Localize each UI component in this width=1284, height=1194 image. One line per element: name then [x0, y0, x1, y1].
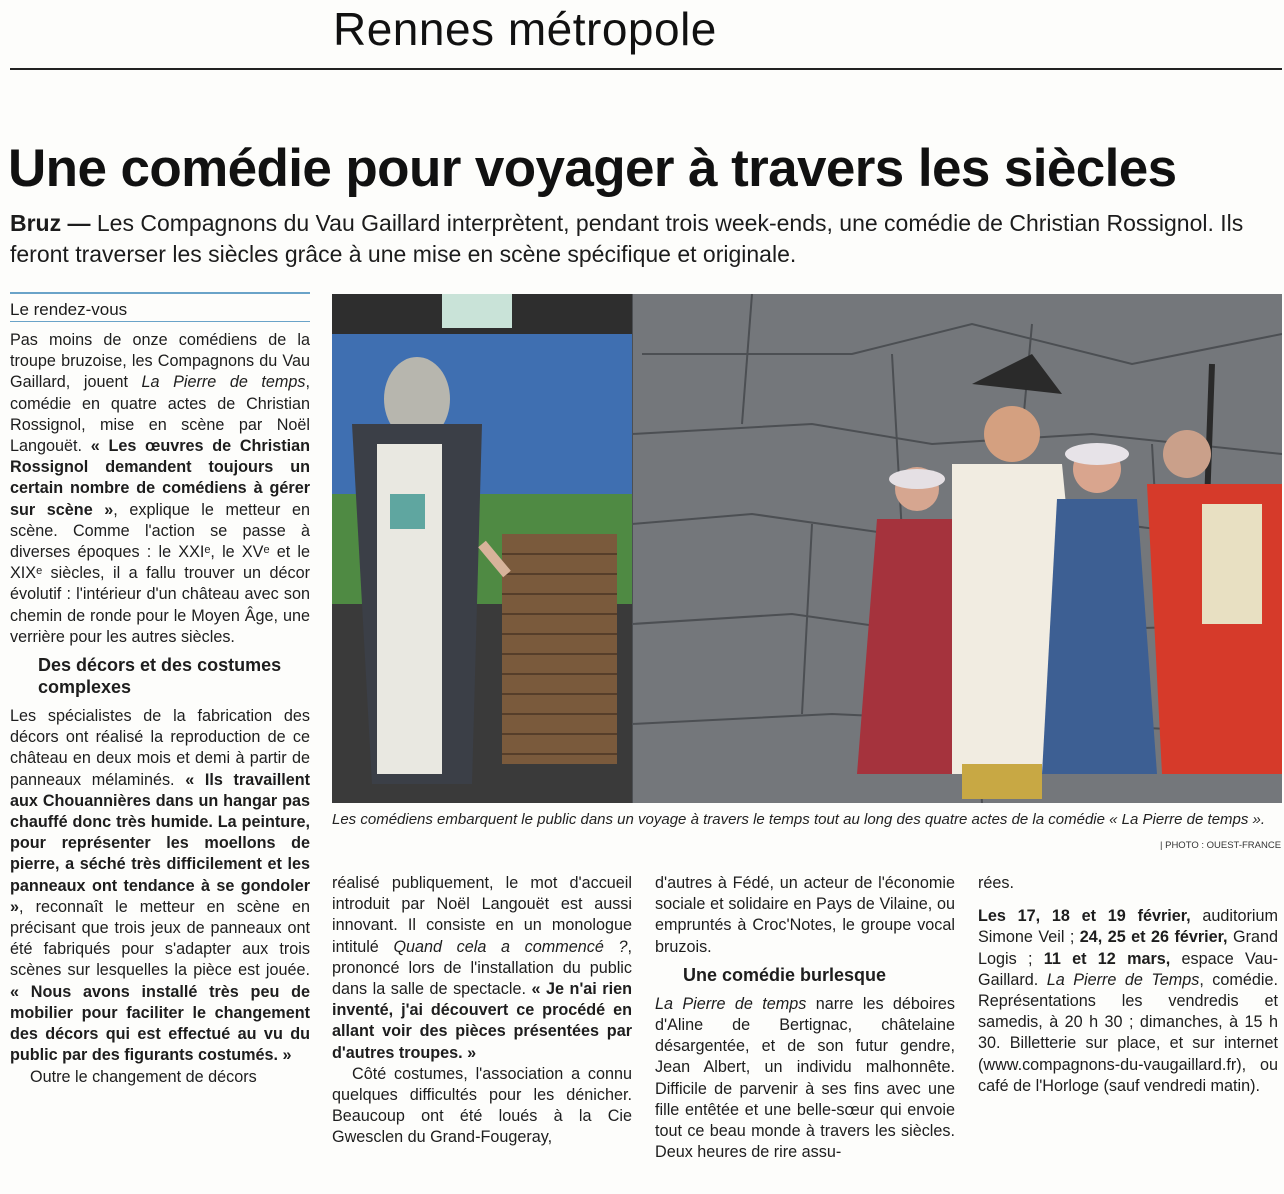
- col2-monologue-title: Quand cela a commencé ?: [393, 937, 628, 956]
- col4-dates-2: 24, 25 et 26 février,: [1079, 928, 1228, 947]
- banner: [442, 294, 512, 328]
- col4-venue-2: Grand Logis ;: [978, 928, 1278, 968]
- column-3: [655, 873, 955, 1163]
- col3-paragraph-2: [655, 994, 955, 1164]
- section-title: Rennes métropole: [333, 3, 717, 55]
- col1-quote: « Nous avons installé très peu de mobilier pour faciliter le changement des décors qui est effectué au vu du public par des figurants costumés. »: [10, 982, 310, 1065]
- column-2: [332, 873, 632, 1149]
- chapeau-text: Les Compagnons du Vau Gaillard interprètent, pendant trois week-ends, une comédie de Christian Rossignol. Ils feront traverser les siècles grâce à une mise en scène spécifique et originale.: [10, 210, 1244, 267]
- col2-paragraph-1: [332, 873, 632, 1064]
- column-4: [978, 873, 1278, 1097]
- col4-dates-3: 11 et 12 mars,: [1043, 949, 1171, 968]
- stage-photo-illustration: [332, 294, 1282, 803]
- kicker-rule-bottom: [10, 321, 310, 322]
- col4-details: , comédie. Représentations les vendredis et samedis, à 20 h 30 ; dimanches, à 15 h 30. Billetterie sur place, et sur internet (www.compagnons-du-vaugaillard.fr), ou café de l'Horloge (sauf vendredi matin).: [978, 970, 1278, 1095]
- col3-paragraph-1: d'autres à Fédé, un acteur de l'économie sociale et solidaire en Pays de Vilaine, ou empruntés à Croc'Notes, le groupe vocal bruzois.: [655, 874, 955, 956]
- col3-text: narre les déboires d'Aline de Bertignac, châtelaine désargentée, et de son futur gendre, Jean Albert, un individu malhonnête. Difficile de parvenir à ses fins avec une fille entêtée et une belle-sœur qui envoie tout ce beau monde à travers les siècles. Deux heures de rire assu-: [655, 994, 955, 1162]
- kicker-label: Le rendez-vous: [10, 300, 128, 319]
- col4-paragraph-1: rées.: [978, 874, 1014, 892]
- brick-wall: [502, 534, 617, 764]
- kicker-rule-top: [10, 292, 310, 294]
- col1-quote: « Les œuvres de Christian Rossignol demandent toujours un certain nombre de comédiens à gérer sur scène »: [10, 437, 310, 519]
- col2-paragraph-2: Côté costumes, l'association a connu quelques difficultés pour les dénicher. Beaucoup ont été loués à la Cie Gwesclen du Grand-Fougeray,: [332, 1064, 632, 1147]
- photo-credit: | PHOTO : OUEST-FRANCE: [1160, 840, 1282, 851]
- col4-practical-info: [978, 906, 1278, 1097]
- col1-text: Pas moins de onze comédiens de la troupe bruzoise, les Compagnons du Vau Gaillard, jouent: [10, 331, 310, 392]
- col1-text: Les spécialistes de la fabrication des décors ont réalisé la reproduction de ce château en deux mois et demi à partir de panneaux mélaminés.: [10, 707, 310, 789]
- col3-play-title: La Pierre de temps: [655, 994, 807, 1013]
- col1-paragraph-1: [10, 330, 310, 648]
- col4-play-title: La Pierre de Temps: [1046, 970, 1200, 989]
- stage-photo: [332, 294, 1282, 803]
- col1-text: , comédie en quatre actes de Christian Rossignol, mise en scène par Noël Langouët.: [10, 373, 310, 456]
- chapeau: [10, 208, 1260, 270]
- col1-paragraph-2: [10, 706, 310, 1066]
- col1-subhead: Des décors et des costumes complexes: [38, 655, 282, 698]
- col3-subhead: Une comédie burlesque: [683, 964, 887, 985]
- col1-paragraph-3: Outre le changement de décors: [30, 1067, 257, 1086]
- chapeau-place: Bruz —: [10, 210, 91, 236]
- col4-dates-1: Les 17, 18 et 19 février,: [978, 907, 1191, 926]
- col4-venue-1: auditorium Simone Veil ;: [978, 907, 1279, 947]
- col1-quote: « Ils travaillent aux Chouannières dans un hangar pas chauffé donc très humide. La peinture, pour représenter les moellons de pierre, a séché très difficilement et les panneaux ont tendance à se gondoler »: [10, 770, 310, 916]
- col2-text: réalisé publiquement, le mot d'accueil introduit par Noël Langouët est aussi innovant. Il consiste en un monologue intitulé: [332, 874, 632, 956]
- col1-text: , explique le metteur en scène. Comme l'action se passe à diverses époques : le XXIᵉ, le XVᵉ et le XIXᵉ siècles, il a fallu trouver un décor évolutif : l'intérieur d'un château avec son chemin de ronde pour le Moyen Âge, une verrière pour les autres siècles.: [10, 500, 310, 646]
- column-1: [10, 330, 310, 1088]
- col2-quote: « Je n'ai rien inventé, j'ai découvert ce procédé en allant voir des pièces présentées par d'autres troupes. »: [332, 980, 632, 1062]
- col1-text: , reconnaît le metteur en scène en précisant que trois jeux de panneaux ont été fabriqués pour s'adapter aux trois scènes sur lesquelles la pièce est jouée.: [10, 897, 310, 980]
- header-rule: [10, 68, 1282, 70]
- photo-caption: Les comédiens embarquent le public dans un voyage à travers le temps tout au long des quatre actes de la comédie « La Pierre de temps ».: [332, 811, 1266, 828]
- col4-venue-3: espace Vau-Gaillard.: [978, 949, 1278, 989]
- col2-text: , prononcé lors de l'installation du public dans la salle de spectacle.: [332, 937, 632, 999]
- col1-play-title: La Pierre de temps: [141, 373, 306, 392]
- headline: Une comédie pour voyager à travers les siècles: [8, 139, 1177, 198]
